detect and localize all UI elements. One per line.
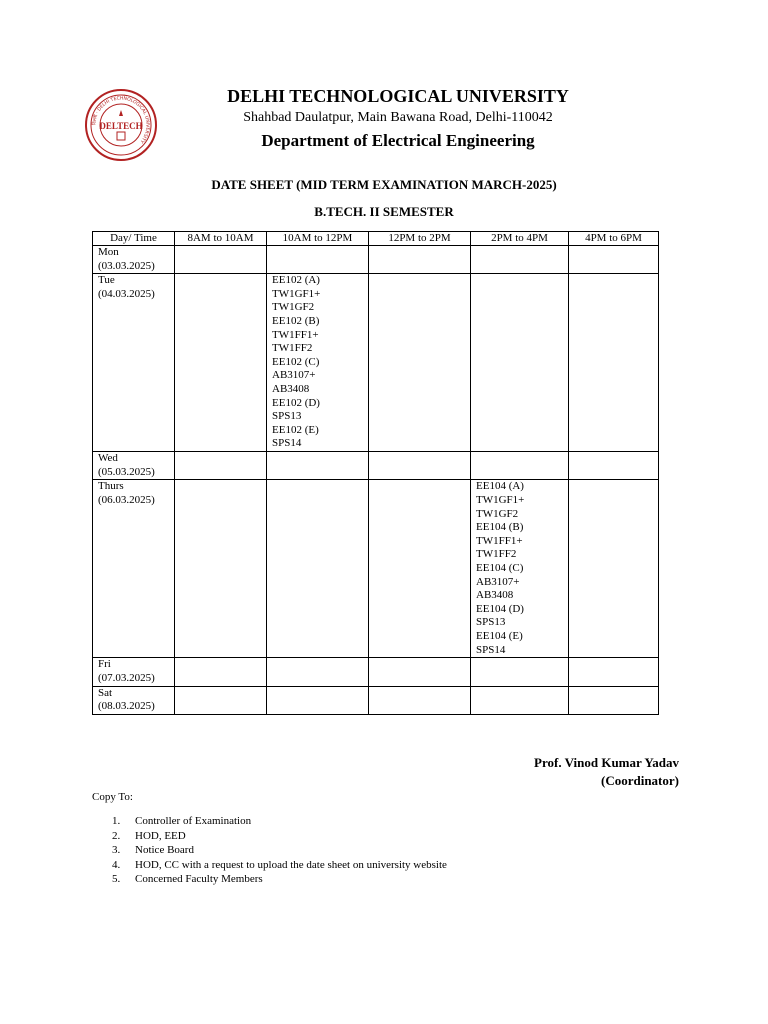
table-row (93, 686, 659, 714)
list-number: 5. (112, 873, 121, 886)
table-row (93, 480, 659, 658)
slot-cell (369, 274, 471, 452)
list-number: 3. (112, 844, 121, 857)
copy-to-label: Copy To: (92, 791, 133, 803)
header-12pm-2pm: 12PM to 2PM (369, 232, 471, 246)
slot-cell (471, 274, 569, 452)
table-row (93, 274, 659, 452)
day-cell: Sat (08.03.2025) (93, 686, 175, 714)
slot-cell: EE104 (A) TW1GF1+ TW1GF2 EE104 (B) TW1FF1+ TW1FF2 EE104 (C) AB3107+ AB3408 EE104 (D) SPS13 EE104 (E) SPS14 (471, 480, 569, 658)
table-row (93, 658, 659, 686)
slot-cell (569, 246, 659, 274)
list-item (112, 843, 447, 858)
slot-cell (369, 686, 471, 714)
list-text: HOD, CC with a request to upload the date sheet on university website (135, 858, 447, 871)
slot-cell (569, 480, 659, 658)
slot-cell (267, 480, 369, 658)
slot-cell (267, 452, 369, 480)
signatory-role: (Coordinator) (601, 773, 679, 788)
slot-cell (175, 658, 267, 686)
slot-cell (175, 686, 267, 714)
list-number: 2. (112, 829, 121, 842)
slot-cell (175, 480, 267, 658)
slot-cell (369, 480, 471, 658)
list-text: Controller of Examination (135, 815, 252, 827)
slot-cell (569, 452, 659, 480)
day-cell: Fri (07.03.2025) (93, 658, 175, 686)
slot-cell (369, 658, 471, 686)
signatory-name: Prof. Vinod Kumar Yadav (534, 755, 679, 770)
slot-cell (175, 246, 267, 274)
slot-cell (471, 246, 569, 274)
slot-cell (369, 452, 471, 480)
slot-cell (267, 686, 369, 714)
header-2pm-4pm: 2PM to 4PM (471, 232, 569, 246)
list-item (112, 829, 447, 844)
slot-cell (175, 452, 267, 480)
slot-cell (471, 686, 569, 714)
department-name: Department of Electrical Engineering (261, 131, 535, 150)
slot-cell (267, 246, 369, 274)
exam-schedule-table (92, 231, 659, 715)
list-item (112, 872, 447, 887)
table-row (93, 246, 659, 274)
university-logo (84, 88, 158, 162)
header-8am-10am: 8AM to 10AM (175, 232, 267, 246)
university-name: DELHI TECHNOLOGICAL UNIVERSITY (227, 86, 569, 106)
table-row (93, 452, 659, 480)
slot-cell (471, 658, 569, 686)
list-item (112, 858, 447, 873)
list-text: HOD, EED (135, 829, 186, 842)
slot-cell (569, 274, 659, 452)
logo-text: DELTECH (99, 121, 143, 131)
list-item (112, 814, 447, 829)
university-address: Shahbad Daulatpur, Main Bawana Road, Delhi-110042 (243, 110, 553, 125)
slot-cell: EE102 (A) TW1GF1+ TW1GF2 EE102 (B) TW1FF1+ TW1FF2 EE102 (C) AB3107+ AB3408 EE102 (D) SPS13 EE102 (E) SPS14 (267, 274, 369, 452)
list-text: Concerned Faculty Members (135, 873, 263, 886)
list-number: 1. (112, 815, 121, 827)
copy-to-list (112, 814, 447, 887)
header-4pm-6pm: 4PM to 6PM (569, 232, 659, 246)
slot-cell (569, 686, 659, 714)
slot-cell (471, 452, 569, 480)
day-cell: Thurs (06.03.2025) (93, 480, 175, 658)
slot-cell (175, 274, 267, 452)
day-cell: Tue (04.03.2025) (93, 274, 175, 452)
logo-ring-text: दिल्ली · DELHI TECHNOLOGICAL UNIVERSITY (92, 96, 150, 144)
slot-cell (369, 246, 471, 274)
date-sheet-title: DATE SHEET (MID TERM EXAMINATION MARCH-2025) (211, 177, 557, 192)
slot-cell (267, 658, 369, 686)
table-header-row (93, 232, 659, 246)
header-10am-12pm: 10AM to 12PM (267, 232, 369, 246)
slot-cell (569, 658, 659, 686)
list-number: 4. (112, 858, 121, 871)
day-cell: Wed (05.03.2025) (93, 452, 175, 480)
semester-title: B.TECH. II SEMESTER (314, 204, 454, 219)
list-text: Notice Board (135, 844, 194, 857)
day-cell: Mon (03.03.2025) (93, 246, 175, 274)
header-day-time: Day/ Time (93, 232, 175, 246)
